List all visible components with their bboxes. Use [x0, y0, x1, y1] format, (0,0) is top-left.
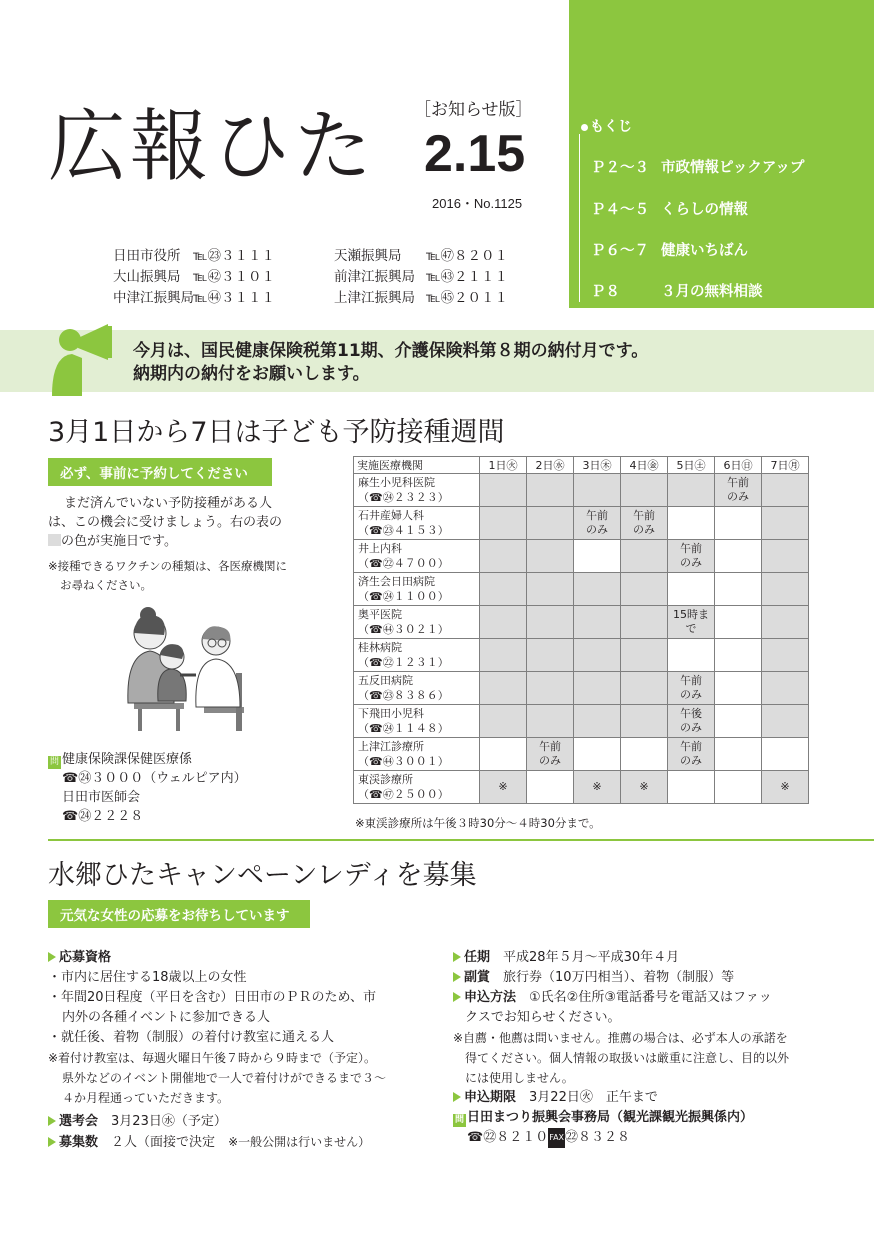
schedule-cell: ※: [574, 771, 621, 804]
column-header: 5日㊏: [668, 457, 715, 474]
clinic-cell: [354, 474, 480, 507]
table-row: [354, 507, 809, 540]
schedule-cell: 15時まで: [668, 606, 715, 639]
count-note: ※一般公開は行いません）: [228, 1135, 371, 1149]
schedule-cell: [621, 606, 668, 639]
schedule-cell: [715, 606, 762, 639]
office-phone: ℡㊹３１１１: [193, 290, 276, 306]
exam-value: 3月23日㊌（予定）: [111, 1114, 227, 1129]
schedule-cell: [527, 507, 574, 540]
exam-label: 選考会: [48, 1114, 98, 1129]
clinic-phone: （☎㊹３００１）: [358, 755, 449, 768]
clinic-cell: [354, 738, 480, 771]
schedule-cell: [527, 573, 574, 606]
schedule-cell: [480, 672, 527, 705]
campaign-eligibility: [48, 948, 448, 1108]
office-name: 前津江振興局: [334, 269, 415, 285]
schedule-cell: [574, 474, 621, 507]
schedule-cell: [574, 573, 621, 606]
clinic-phone: （☎㉒１２３１）: [358, 656, 449, 669]
vaccination-contact: [48, 750, 247, 826]
body-line: は、この機会に受けましょう。右の表の: [48, 515, 283, 530]
table-header-row: [354, 457, 809, 474]
apply-value: ①氏名②住所③電話番号を電話又はファッ: [529, 990, 772, 1005]
schedule-cell: 午前のみ: [574, 507, 621, 540]
schedule-cell: [527, 705, 574, 738]
schedule-cell: [762, 540, 809, 573]
count-label: 募集数: [48, 1135, 98, 1150]
deadline-value: 3月22日㊋ 正午まで: [529, 1090, 658, 1105]
office-name: 中津江振興局: [113, 290, 194, 306]
deadline-label: 申込期限: [453, 1090, 516, 1105]
eligibility-line: 県外などのイベント開催地で一人で着付けができるまで３〜: [62, 1071, 387, 1085]
contact-phone[interactable]: ☎㉔３０００（ウェルピア内）: [62, 771, 247, 786]
megaphone-person-icon: [48, 322, 126, 396]
schedule-cell: [668, 771, 715, 804]
recommend-note: には使用しません。: [465, 1071, 574, 1085]
contact-org: 日田市医師会: [62, 790, 141, 805]
clinic-phone: （☎㉔１１００）: [358, 590, 449, 603]
recommend-note: ※自薦・他薦は問いません。推薦の場合は、必ず本人の承諾を: [453, 1031, 788, 1045]
issue-date: 2.15: [424, 125, 526, 183]
schedule-cell: [762, 738, 809, 771]
schedule-cell: [762, 672, 809, 705]
clinic-name: 石井産婦人科: [358, 509, 424, 522]
body-line: の色が実施日です。: [61, 534, 177, 549]
column-header: 7日㊊: [762, 457, 809, 474]
table-row: [354, 573, 809, 606]
schedule-cell: [715, 771, 762, 804]
office-row: [113, 246, 508, 267]
table-row: [354, 738, 809, 771]
clinic-name: 麻生小児科医院: [358, 476, 435, 489]
schedule-cell: [574, 672, 621, 705]
schedule-cell: ※: [621, 771, 668, 804]
campaign-fax[interactable]: ㉒８３２８: [565, 1130, 631, 1145]
schedule-cell: [668, 573, 715, 606]
schedule-cell: [668, 639, 715, 672]
schedule-cell: [668, 474, 715, 507]
schedule-cell: [621, 474, 668, 507]
body-line: まだ済んでいない予防接種がある人: [64, 496, 273, 511]
schedule-cell: [762, 705, 809, 738]
schedule-cell: [715, 738, 762, 771]
schedule-cell: [762, 507, 809, 540]
schedule-cell: [762, 639, 809, 672]
schedule-cell: [527, 771, 574, 804]
clinic-phone: （☎㉔１１４８）: [358, 722, 449, 735]
toc-item[interactable]: [591, 239, 748, 260]
office-phone: ℡㊸２１１１: [426, 269, 509, 285]
inquiry-badge-icon: 問: [49, 757, 59, 767]
schedule-cell: [715, 639, 762, 672]
office-row: [113, 267, 508, 288]
clinic-cell: [354, 606, 480, 639]
column-header: 1日㊋: [480, 457, 527, 474]
reservation-tag: 必ず、事前に予約してください: [48, 458, 272, 486]
newsletter-title: 広報ひた: [48, 102, 377, 192]
column-header: 4日㊎: [621, 457, 668, 474]
clinic-phone: （☎㉒４７００）: [358, 557, 449, 570]
clinic-phone: （☎㊼２５００）: [358, 788, 449, 801]
eligibility-line: ４か月程通っていただきます。: [62, 1091, 230, 1105]
schedule-cell: [621, 573, 668, 606]
office-phone: ℡㊼８２０１: [426, 248, 509, 264]
schedule-cell: [480, 474, 527, 507]
vaccine-note: [48, 557, 287, 595]
schedule-cell: [527, 639, 574, 672]
vaccination-schedule-table: [353, 456, 809, 804]
clinic-cell: [354, 507, 480, 540]
schedule-cell: [480, 606, 527, 639]
schedule-cell: 午前のみ: [527, 738, 574, 771]
toc-item[interactable]: [591, 198, 748, 219]
schedule-cell: 午前のみ: [668, 672, 715, 705]
campaign-terms: [453, 948, 863, 1148]
term-label: 任期: [453, 950, 490, 965]
eligibility-line: ・市内に居住する18歳以上の女性: [48, 970, 247, 985]
payment-notice-text: [133, 340, 648, 386]
clinic-cell: [354, 705, 480, 738]
schedule-cell: [480, 705, 527, 738]
schedule-cell: 午前のみ: [668, 540, 715, 573]
schedule-cell: [527, 540, 574, 573]
schedule-cell: [574, 639, 621, 672]
schedule-cell: [574, 540, 621, 573]
clinic-name: 東渓診療所: [358, 773, 413, 786]
doctor-vaccination-illustration: [116, 603, 251, 733]
table-row: [354, 639, 809, 672]
schedule-cell: [715, 540, 762, 573]
count-value: ２人（面接で決定: [111, 1135, 216, 1150]
clinic-phone: （☎㉓８３８６）: [358, 689, 449, 702]
clinic-phone: （☎㉔２３２３）: [358, 491, 449, 504]
clinic-name: 五反田病院: [358, 674, 413, 687]
vaccination-body: [48, 494, 326, 551]
apply-value: クスでお知らせください。: [465, 1010, 621, 1025]
schedule-cell: [762, 474, 809, 507]
office-name: 上津江振興局: [334, 290, 415, 306]
column-header: 3日㊍: [574, 457, 621, 474]
notice-line: 納期内の納付をお願いします。: [133, 364, 370, 384]
schedule-cell: [480, 507, 527, 540]
clinic-name: 桂林病院: [358, 641, 402, 654]
campaign-contact: 日田まつり振興会事務局（観光課観光振興係内）: [467, 1110, 754, 1125]
clinic-phone: （☎㉓４１５３）: [358, 524, 449, 537]
table-of-contents: [569, 0, 874, 308]
prize-value: 旅行券（10万円相当）、着物（制服）等: [503, 970, 735, 985]
note-line: お尋ねください。: [60, 578, 152, 592]
schedule-cell: [715, 672, 762, 705]
shade-swatch: [48, 534, 61, 546]
toc-label: くらしの情報: [661, 202, 748, 218]
clinic-name: 奥平医院: [358, 608, 402, 621]
toc-page: Ｐ８: [591, 284, 620, 300]
toc-page: Ｐ２〜３: [591, 160, 649, 176]
office-name: 大山振興局: [113, 269, 181, 285]
eligibility-heading: 応募資格: [48, 948, 448, 968]
schedule-cell: [574, 705, 621, 738]
campaign-exam: [48, 1112, 370, 1153]
schedule-cell: [527, 606, 574, 639]
contact-phone[interactable]: ☎㉔２２２８: [62, 809, 144, 824]
schedule-cell: [480, 738, 527, 771]
toc-label: 健康いちばん: [661, 243, 748, 259]
clinic-cell: [354, 573, 480, 606]
clinic-name: 済生会日田病院: [358, 575, 435, 588]
edition-label: ［お知らせ版］: [414, 100, 533, 120]
office-phone: ℡㉓３１１１: [193, 248, 276, 264]
schedule-cell: [621, 705, 668, 738]
schedule-cell: 午前のみ: [621, 507, 668, 540]
schedule-cell: [715, 573, 762, 606]
section-divider: [48, 839, 874, 841]
schedule-cell: ※: [762, 771, 809, 804]
schedule-cell: [668, 507, 715, 540]
schedule-cell: [574, 738, 621, 771]
schedule-cell: [480, 639, 527, 672]
schedule-cell: 午前のみ: [715, 474, 762, 507]
clinic-cell: [354, 672, 480, 705]
clinic-name: 上津江診療所: [358, 740, 424, 753]
term-value: 平成28年５月〜平成30年４月: [503, 950, 680, 965]
office-phone: ℡㊺２０１１: [426, 290, 509, 306]
eligibility-line: ※着付け教室は、毎週火曜日午後７時から９時まで（予定）。: [48, 1051, 377, 1065]
eligibility-line: ・年間20日程度（平日を含む）日田市のＰＲのため、市: [48, 990, 377, 1005]
note-line: ※接種できるワクチンの種類は、各医療機関に: [48, 559, 288, 573]
schedule-cell: [715, 507, 762, 540]
campaign-phone[interactable]: ☎㉒８２１０: [467, 1130, 549, 1145]
office-phone: ℡㊷３１０１: [193, 269, 276, 285]
schedule-cell: [762, 573, 809, 606]
toc-item[interactable]: [591, 280, 763, 301]
column-header: 2日㊌: [527, 457, 574, 474]
contact-dept: 健康保険課保健医療係: [62, 752, 193, 767]
schedule-cell: [762, 606, 809, 639]
schedule-cell: [715, 705, 762, 738]
table-note: ※東渓診療所は午後３時30分〜４時30分まで。: [355, 816, 601, 830]
table-row: [354, 540, 809, 573]
clinic-name: 下飛田小児科: [358, 707, 424, 720]
clinic-name: 井上内科: [358, 542, 402, 555]
schedule-cell: [574, 606, 621, 639]
campaign-tag: 元気な女性の応募をお待ちしています: [48, 900, 310, 928]
office-row: [113, 288, 508, 309]
schedule-cell: 午後のみ: [668, 705, 715, 738]
prize-label: 副賞: [453, 970, 490, 985]
schedule-cell: ※: [480, 771, 527, 804]
toc-heading: もくじ: [581, 116, 632, 136]
schedule-cell: [621, 540, 668, 573]
toc-label: 市政情報ピックアップ: [661, 160, 805, 176]
table-row: [354, 771, 809, 804]
toc-item[interactable]: [591, 156, 804, 177]
schedule-cell: [621, 639, 668, 672]
issue-number: 2016・No.1125: [432, 196, 523, 211]
office-phone-list: [113, 246, 508, 309]
clinic-cell: [354, 771, 480, 804]
office-name: 日田市役所: [113, 248, 181, 264]
table-row: [354, 606, 809, 639]
table-row: [354, 474, 809, 507]
schedule-cell: [621, 738, 668, 771]
toc-page: Ｐ４〜５: [591, 202, 649, 218]
eligibility-line: 内外の各種イベントに参加できる人: [62, 1010, 271, 1025]
recommend-note: 得てください。個人情報の取扱いは厳重に注意し、目的以外: [465, 1051, 790, 1065]
clinic-phone: （☎㊹３０２１）: [358, 623, 449, 636]
clinic-cell: [354, 639, 480, 672]
campaign-section-title: 水郷ひたキャンペーンレディを募集: [48, 860, 477, 891]
fax-icon: FAX: [548, 1128, 565, 1148]
table-row: [354, 672, 809, 705]
column-header: 6日㊐: [715, 457, 762, 474]
apply-label: 申込方法: [453, 990, 516, 1005]
schedule-cell: 午前のみ: [668, 738, 715, 771]
schedule-cell: [480, 573, 527, 606]
eligibility-line: ・就任後、着物（制服）の着付け教室に通える人: [48, 1030, 335, 1045]
toc-page: Ｐ６〜７: [591, 243, 649, 259]
table-row: [354, 705, 809, 738]
schedule-cell: [480, 540, 527, 573]
office-name: 天瀬振興局: [334, 248, 402, 264]
vaccination-section-title: 3月1日から7日は子ども予防接種週間: [48, 417, 505, 448]
notice-line: 今月は、国民健康保険税第11期、介護保険料第８期の納付月です。: [133, 341, 649, 361]
schedule-cell: [527, 672, 574, 705]
schedule-cell: [621, 672, 668, 705]
clinic-cell: [354, 540, 480, 573]
schedule-cell: [527, 474, 574, 507]
inquiry-badge-icon: 問: [454, 1115, 464, 1125]
column-header: 実施医療機関: [354, 457, 480, 474]
toc-label: ３月の無料相談: [661, 284, 763, 300]
